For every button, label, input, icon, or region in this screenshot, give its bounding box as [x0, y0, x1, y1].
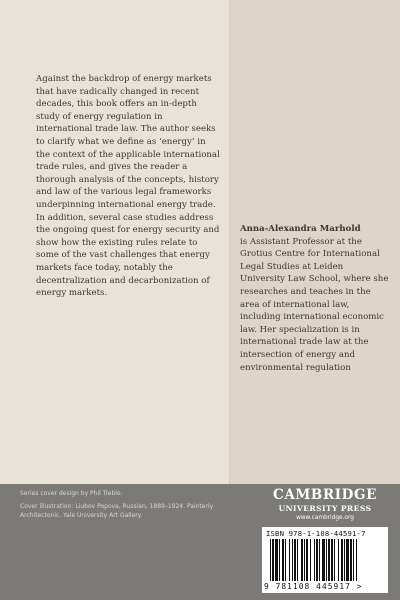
author-name: Anna-Alexandra Marhold [240, 224, 361, 234]
barcode-bar [344, 539, 345, 581]
barcode-bar [282, 539, 284, 581]
barcode-bar [294, 539, 296, 581]
barcode-bar [316, 539, 318, 581]
barcode-bar [331, 539, 333, 581]
barcode-bar [270, 539, 271, 581]
barcode-bar [319, 539, 320, 581]
barcode-bar [341, 539, 343, 581]
barcode-bar [297, 539, 298, 581]
barcode-bar [301, 539, 303, 581]
barcode-bar [272, 539, 274, 581]
barcode-bar [322, 539, 325, 581]
barcode-bar [304, 539, 305, 581]
barcode-bar [350, 539, 352, 581]
barcode-bar [285, 539, 286, 581]
barcode-bar [346, 539, 349, 581]
barcode-bar [314, 539, 315, 581]
barcode-bar [328, 539, 330, 581]
barcode-bar [338, 539, 339, 581]
barcode-bar [310, 539, 311, 581]
barcode-bar [275, 539, 278, 581]
isbn-label: ISBN 978-1-108-44591-7 [266, 529, 366, 538]
barcode-bar [334, 539, 335, 581]
author-bio-text: is Assistant Professor at the Grotius Centre for International Legal Studies at Leiden University Law School, where she researches and teaches in the area of international law, including international economic law. Her specialization is in international trade law at the intersection of energy and environmental regulation [240, 236, 389, 373]
publisher-logo-subname: UNIVERSITY PRESS [278, 504, 372, 513]
barcode-digits: 9 781108 445917 > [264, 582, 363, 591]
barcode-bar [279, 539, 280, 581]
cover-design-credit: Series cover design by Phil Treble. [20, 490, 123, 497]
barcode-bar [292, 539, 293, 581]
cover-illustration-credit: Cover illustration: Liubov Popova, Russian, 1889–1924. Painterly Architectonic. Yale University Art Gallery. [20, 503, 214, 519]
barcode-bar [356, 539, 357, 581]
publisher-url: www.cambridge.org [296, 515, 354, 521]
author-bio [240, 223, 390, 374]
barcode-image [268, 539, 384, 581]
barcode-bar [306, 539, 308, 581]
barcode-bar [289, 539, 290, 581]
book-description: Against the backdrop of energy markets that have radically changed in recent decades, this book offers an in-depth study of energy regulation in international trade law. The author seeks to clarify what we define as ‘energy’ in the context of the applicable international trade rules, and gives the reader a thorough analysis of the concepts, history and law of the various legal frameworks underpinning international energy trade. In addition, several case studies address the ongoing quest for energy security and show how the existing rules relate to some of the vast challenges that energy markets face today, notably the decentralization and decarbonization of energy markets. [36, 74, 220, 299]
publisher-logo-name: CAMBRIDGE [272, 487, 378, 503]
barcode-bar [326, 539, 327, 581]
barcode-bar [353, 539, 354, 581]
